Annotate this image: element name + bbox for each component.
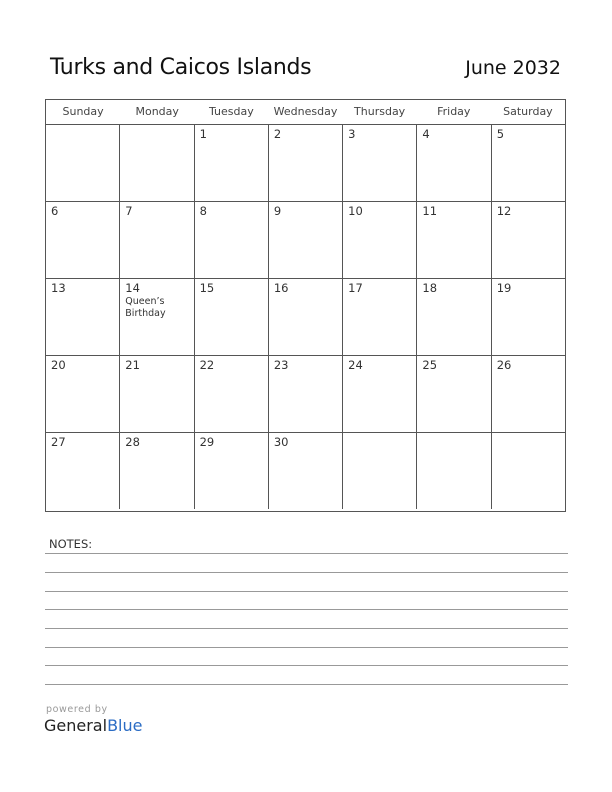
day-cell: [120, 356, 194, 432]
weekday-saturday: Saturday: [503, 105, 553, 118]
week-row: [46, 433, 565, 509]
notes-line: [45, 665, 568, 666]
weekday-header-row: [46, 100, 565, 125]
day-cell: [343, 125, 417, 201]
day-number: 10: [348, 204, 363, 218]
week-row: [46, 279, 565, 356]
notes-label: NOTES:: [49, 537, 93, 551]
day-number: 4: [422, 127, 430, 141]
day-cell: [269, 279, 343, 355]
day-cell: [269, 202, 343, 278]
calendar-grid: [45, 99, 566, 512]
day-number: 14: [125, 281, 140, 295]
day-number: 20: [51, 358, 66, 372]
day-cell: [195, 356, 269, 432]
day-number: 5: [496, 127, 505, 141]
week-row: [46, 125, 565, 202]
day-cell: [269, 125, 343, 201]
day-number: 18: [422, 281, 438, 295]
day-number: 13: [51, 281, 66, 295]
day-number: 27: [51, 435, 66, 449]
notes-line: [45, 572, 568, 573]
day-cell: [343, 356, 417, 432]
day-cell: [195, 433, 269, 509]
notes-line: [45, 647, 568, 648]
weekday-thursday: Thursday: [354, 105, 406, 118]
notes-line: [45, 553, 568, 554]
day-cell: [417, 356, 491, 432]
day-number: 30: [273, 435, 289, 449]
day-cell: [195, 202, 269, 278]
day-cell: [492, 202, 565, 278]
day-number: 3: [348, 127, 356, 141]
calendar-title: Turks and Caicos Islands: [50, 55, 312, 80]
notes-line: [45, 609, 568, 610]
notes-line: [45, 684, 568, 685]
day-number: 15: [199, 281, 215, 295]
weekday-tuesday: Tuesday: [208, 105, 254, 118]
day-cell: [417, 125, 491, 201]
day-number: 26: [496, 358, 512, 372]
notes-line: [45, 591, 568, 592]
calendar-month: June 2032: [465, 57, 561, 79]
day-cell: [269, 433, 343, 509]
day-cell: [417, 279, 491, 355]
day-cell: [195, 125, 269, 201]
day-cell: [492, 433, 565, 509]
day-cell: [46, 433, 120, 509]
day-number: 8: [199, 204, 207, 218]
day-number: 25: [422, 358, 438, 372]
day-cell: [46, 202, 120, 278]
day-cell: [120, 202, 194, 278]
day-cell: [343, 433, 417, 509]
day-cell: [46, 125, 120, 201]
brand-logo: [44, 716, 142, 735]
day-number: 29: [199, 435, 215, 449]
day-cell: [46, 279, 120, 355]
day-cell: [343, 202, 417, 278]
day-number: 17: [348, 281, 363, 295]
weekday-friday: Friday: [437, 105, 471, 118]
day-cell: [120, 125, 194, 201]
day-cell: [343, 279, 417, 355]
day-number: 11: [422, 204, 438, 218]
day-cell: [492, 125, 565, 201]
day-cell: [46, 356, 120, 432]
powered-by-text: powered by: [46, 704, 108, 715]
day-cell: [417, 433, 491, 509]
day-number: 24: [348, 358, 363, 372]
weekday-sunday: Sunday: [62, 105, 104, 118]
day-cell: [492, 356, 565, 432]
day-number: 22: [199, 358, 215, 372]
weekday-monday: Monday: [135, 105, 179, 118]
day-number: 2: [273, 127, 282, 141]
day-number: 7: [125, 204, 133, 218]
holiday-label: Queen’s Birthday: [125, 296, 166, 319]
brand-general: General: [44, 716, 108, 735]
week-row: [46, 356, 565, 433]
day-cell: [120, 433, 194, 509]
day-cell: [195, 279, 269, 355]
weekday-wednesday: Wednesday: [273, 105, 338, 118]
day-number: 12: [496, 204, 512, 218]
day-cell: [417, 202, 491, 278]
day-cell: [269, 356, 343, 432]
week-row: [46, 202, 565, 279]
day-number: 21: [125, 358, 140, 372]
calendar-weeks: [46, 125, 565, 509]
day-number: 16: [273, 281, 289, 295]
notes-line: [45, 628, 568, 629]
day-cell: [120, 279, 194, 355]
day-number: 28: [125, 435, 140, 449]
brand-blue: Blue: [107, 716, 143, 735]
day-number: 23: [273, 358, 289, 372]
day-number: 6: [51, 204, 59, 218]
day-number: 1: [199, 127, 207, 141]
day-number: 9: [273, 204, 282, 218]
day-number: 19: [496, 281, 512, 295]
day-cell: [492, 279, 565, 355]
